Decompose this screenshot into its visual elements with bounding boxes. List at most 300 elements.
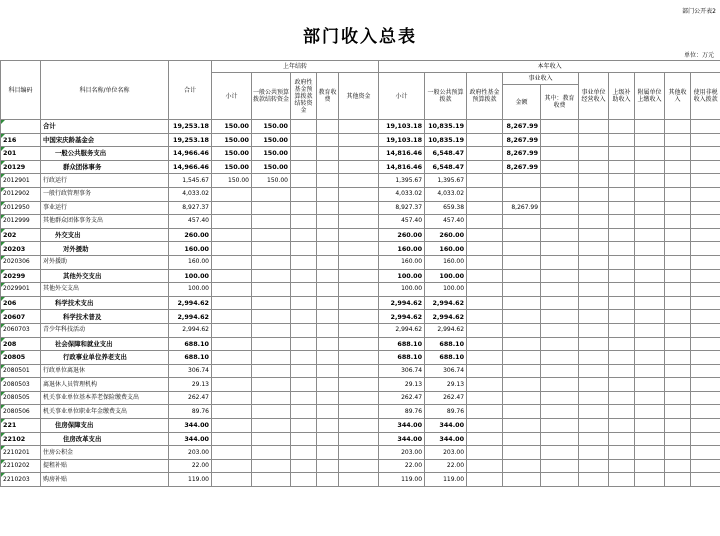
cell-c-car: [503, 405, 541, 419]
cell-empty: [317, 364, 339, 378]
cell-empty: [339, 391, 379, 405]
cell-empty: [541, 323, 579, 337]
cell-total: 688.10: [169, 337, 212, 351]
cell-empty: [339, 419, 379, 433]
cell-empty: [579, 133, 609, 147]
cell-empty: [317, 473, 339, 487]
page-title: 部门收入总表: [303, 27, 417, 47]
cell-p-gen: [252, 310, 291, 324]
cell-empty: [339, 310, 379, 324]
cell-empty: [317, 120, 339, 134]
cell-empty: [579, 269, 609, 283]
cell-c-sub: 2,994.62: [379, 323, 425, 337]
cell-empty: [467, 215, 503, 229]
cell-empty: [467, 255, 503, 269]
cell-name: 机关事业单位基本养老保险缴费支出: [41, 391, 169, 405]
cell-code: 2020306: [1, 255, 41, 269]
cell-empty: [317, 296, 339, 310]
cell-c-sub: 100.00: [379, 269, 425, 283]
cell-code: 2210201: [1, 446, 41, 460]
cell-empty: [609, 351, 635, 365]
header-prev-other: 其他资金: [339, 73, 379, 120]
cell-empty: [541, 242, 579, 256]
cell-empty: [339, 187, 379, 201]
cell-c-gen: 100.00: [425, 269, 467, 283]
header-code: 科目编码: [1, 61, 41, 120]
cell-name: 一般公共服务支出: [41, 147, 169, 161]
cell-empty: [635, 351, 665, 365]
cell-p-gen: [252, 473, 291, 487]
cell-code: 201: [1, 147, 41, 161]
cell-empty: [665, 242, 691, 256]
cell-name: 提租补贴: [41, 459, 169, 473]
cell-p-gen: [252, 459, 291, 473]
cell-empty: [291, 419, 317, 433]
cell-c-sub: 344.00: [379, 432, 425, 446]
cell-empty: [579, 160, 609, 174]
cell-total: 8,927.37: [169, 201, 212, 215]
income-table: [0, 60, 720, 487]
cell-empty: [467, 147, 503, 161]
cell-empty: [665, 269, 691, 283]
cell-empty: [635, 405, 665, 419]
table-row: [1, 405, 720, 419]
cell-empty: [291, 269, 317, 283]
cell-empty: [609, 432, 635, 446]
cell-empty: [691, 228, 720, 242]
cell-empty: [467, 269, 503, 283]
cell-empty: [317, 269, 339, 283]
cell-empty: [291, 228, 317, 242]
cell-p-gen: 150.00: [252, 133, 291, 147]
cell-name: 社会保障和就业支出: [41, 337, 169, 351]
cell-empty: [635, 432, 665, 446]
cell-total: 22.00: [169, 459, 212, 473]
cell-empty: [541, 174, 579, 188]
cell-empty: [691, 378, 720, 392]
cell-empty: [317, 228, 339, 242]
cell-empty: [317, 283, 339, 297]
header-prev-subtotal: 小计: [212, 73, 252, 120]
cell-empty: [291, 391, 317, 405]
cell-empty: [635, 120, 665, 134]
cell-empty: [541, 432, 579, 446]
cell-empty: [317, 187, 339, 201]
cell-empty: [635, 147, 665, 161]
cell-name: 离退休人员管理机构: [41, 378, 169, 392]
cell-p-gen: [252, 255, 291, 269]
cell-empty: [691, 432, 720, 446]
cell-empty: [579, 120, 609, 134]
cell-total: 14,966.46: [169, 160, 212, 174]
cell-c-gen: 262.47: [425, 391, 467, 405]
cell-empty: [579, 378, 609, 392]
cell-empty: [635, 323, 665, 337]
cell-c-gen: 260.00: [425, 228, 467, 242]
cell-empty: [541, 296, 579, 310]
cell-empty: [691, 419, 720, 433]
cell-c-sub: 688.10: [379, 337, 425, 351]
cell-empty: [665, 310, 691, 324]
cell-empty: [541, 283, 579, 297]
cell-name: 对外援助: [41, 255, 169, 269]
cell-name: 合计: [41, 120, 169, 134]
cell-empty: [291, 187, 317, 201]
cell-c-sub: 306.74: [379, 364, 425, 378]
cell-p-sub: [212, 228, 252, 242]
cell-empty: [691, 323, 720, 337]
cell-empty: [609, 201, 635, 215]
cell-empty: [635, 446, 665, 460]
cell-c-sub: 2,994.62: [379, 296, 425, 310]
cell-c-sub: 344.00: [379, 419, 425, 433]
header-cur-subsidy: 上级补助收入: [609, 73, 635, 120]
cell-c-sub: 203.00: [379, 446, 425, 460]
cell-empty: [541, 215, 579, 229]
cell-empty: [339, 364, 379, 378]
cell-empty: [691, 133, 720, 147]
cell-empty: [665, 459, 691, 473]
cell-total: 2,994.62: [169, 310, 212, 324]
cell-empty: [665, 228, 691, 242]
cell-empty: [691, 405, 720, 419]
cell-empty: [579, 215, 609, 229]
cell-empty: [579, 364, 609, 378]
cell-empty: [609, 419, 635, 433]
cell-name: 其他外交支出: [41, 283, 169, 297]
cell-empty: [317, 323, 339, 337]
table-row: [1, 201, 720, 215]
cell-c-gen: 160.00: [425, 242, 467, 256]
cell-c-gen: 6,548.47: [425, 160, 467, 174]
header-total: 合计: [169, 61, 212, 120]
cell-empty: [579, 391, 609, 405]
cell-code: [1, 120, 41, 134]
cell-empty: [635, 228, 665, 242]
cell-empty: [579, 228, 609, 242]
cell-name: 青少年科技活动: [41, 323, 169, 337]
cell-name: 其他外交支出: [41, 269, 169, 283]
cell-code: 216: [1, 133, 41, 147]
header-cur-career-amount: 金额: [503, 85, 541, 120]
cell-empty: [467, 310, 503, 324]
cell-code: 2210202: [1, 459, 41, 473]
cell-empty: [339, 296, 379, 310]
cell-name: 行政单位离退休: [41, 364, 169, 378]
cell-empty: [609, 187, 635, 201]
cell-total: 160.00: [169, 255, 212, 269]
cell-c-gen: 160.00: [425, 255, 467, 269]
header-prev-edu: 教育收费: [317, 73, 339, 120]
cell-p-sub: 150.00: [212, 160, 252, 174]
cell-c-car: [503, 446, 541, 460]
cell-empty: [467, 228, 503, 242]
cell-empty: [317, 160, 339, 174]
cell-empty: [339, 160, 379, 174]
cell-c-gen: 688.10: [425, 351, 467, 365]
cell-name: 住房改革支出: [41, 432, 169, 446]
cell-c-car: 8,267.99: [503, 160, 541, 174]
cell-empty: [635, 378, 665, 392]
table-row: [1, 269, 720, 283]
cell-empty: [579, 310, 609, 324]
cell-c-gen: 203.00: [425, 446, 467, 460]
cell-code: 2080503: [1, 378, 41, 392]
cell-empty: [291, 242, 317, 256]
cell-empty: [609, 228, 635, 242]
cell-name: 行政事业单位养老支出: [41, 351, 169, 365]
cell-empty: [635, 283, 665, 297]
cell-empty: [665, 283, 691, 297]
cell-empty: [291, 378, 317, 392]
cell-p-sub: [212, 323, 252, 337]
cell-code: 202: [1, 228, 41, 242]
cell-c-gen: 29.13: [425, 378, 467, 392]
table-row: [1, 391, 720, 405]
cell-empty: [339, 242, 379, 256]
cell-empty: [691, 351, 720, 365]
cell-code: 2012901: [1, 174, 41, 188]
cell-empty: [317, 201, 339, 215]
cell-empty: [291, 201, 317, 215]
cell-empty: [579, 405, 609, 419]
cell-empty: [467, 133, 503, 147]
cell-total: 262.47: [169, 391, 212, 405]
cell-empty: [635, 160, 665, 174]
cell-empty: [609, 283, 635, 297]
cell-c-gen: 344.00: [425, 432, 467, 446]
cell-empty: [541, 351, 579, 365]
cell-empty: [541, 187, 579, 201]
cell-empty: [609, 446, 635, 460]
cell-p-gen: [252, 215, 291, 229]
cell-code: 2012950: [1, 201, 41, 215]
table-row: [1, 160, 720, 174]
cell-c-gen: 100.00: [425, 283, 467, 297]
cell-c-sub: 119.00: [379, 473, 425, 487]
cell-total: 14,966.46: [169, 147, 212, 161]
unit-label: 单位：万元: [683, 52, 714, 59]
header-cur-affiliated: 附属单位上缴收入: [635, 73, 665, 120]
cell-empty: [579, 201, 609, 215]
table-row: [1, 133, 720, 147]
cell-empty: [609, 174, 635, 188]
cell-total: 89.76: [169, 405, 212, 419]
cell-p-sub: [212, 310, 252, 324]
cell-empty: [609, 364, 635, 378]
cell-empty: [467, 351, 503, 365]
header-cur-year: 本年收入: [379, 61, 720, 73]
cell-empty: [541, 133, 579, 147]
cell-empty: [339, 147, 379, 161]
cell-total: 100.00: [169, 283, 212, 297]
cell-c-gen: 10,835.19: [425, 133, 467, 147]
cell-p-gen: [252, 432, 291, 446]
table-row: [1, 147, 720, 161]
table-body: [1, 120, 720, 487]
cell-c-sub: 14,816.46: [379, 147, 425, 161]
cell-empty: [635, 337, 665, 351]
cell-empty: [579, 473, 609, 487]
cell-p-sub: 150.00: [212, 147, 252, 161]
cell-code: 2210203: [1, 473, 41, 487]
table-row: [1, 174, 720, 188]
cell-empty: [339, 337, 379, 351]
cell-p-gen: [252, 351, 291, 365]
cell-empty: [579, 242, 609, 256]
cell-empty: [291, 459, 317, 473]
cell-empty: [291, 283, 317, 297]
cell-empty: [467, 283, 503, 297]
cell-empty: [541, 147, 579, 161]
cell-empty: [467, 432, 503, 446]
cell-empty: [467, 391, 503, 405]
cell-empty: [541, 160, 579, 174]
cell-empty: [665, 378, 691, 392]
cell-empty: [339, 378, 379, 392]
cell-empty: [579, 187, 609, 201]
cell-empty: [339, 283, 379, 297]
cell-empty: [691, 296, 720, 310]
table-row: [1, 283, 720, 297]
cell-empty: [691, 215, 720, 229]
cell-empty: [317, 242, 339, 256]
cell-empty: [579, 323, 609, 337]
cell-c-car: 8,267.99: [503, 120, 541, 134]
cell-p-sub: [212, 242, 252, 256]
cell-empty: [691, 446, 720, 460]
cell-c-gen: 89.76: [425, 405, 467, 419]
cell-name: 一般行政管理事务: [41, 187, 169, 201]
cell-p-sub: [212, 459, 252, 473]
cell-total: 344.00: [169, 432, 212, 446]
cell-empty: [541, 337, 579, 351]
cell-empty: [579, 283, 609, 297]
cell-p-gen: [252, 201, 291, 215]
cell-empty: [609, 310, 635, 324]
cell-empty: [339, 120, 379, 134]
cell-empty: [291, 473, 317, 487]
cell-empty: [635, 364, 665, 378]
cell-p-sub: [212, 255, 252, 269]
cell-empty: [665, 120, 691, 134]
cell-c-sub: 160.00: [379, 242, 425, 256]
cell-empty: [665, 391, 691, 405]
cell-empty: [291, 133, 317, 147]
cell-c-gen: 2,994.62: [425, 323, 467, 337]
cell-empty: [691, 283, 720, 297]
cell-empty: [467, 378, 503, 392]
cell-total: 4,033.02: [169, 187, 212, 201]
cell-empty: [541, 364, 579, 378]
cell-empty: [609, 133, 635, 147]
cell-code: 2080505: [1, 391, 41, 405]
cell-c-sub: 457.40: [379, 215, 425, 229]
cell-empty: [291, 310, 317, 324]
cell-p-gen: [252, 378, 291, 392]
cell-empty: [635, 391, 665, 405]
cell-c-car: [503, 310, 541, 324]
header-cur-operating: 事业单位经营收入: [579, 73, 609, 120]
cell-empty: [665, 147, 691, 161]
cell-name: 行政运行: [41, 174, 169, 188]
cell-empty: [609, 405, 635, 419]
cell-empty: [579, 351, 609, 365]
cell-name: 对外援助: [41, 242, 169, 256]
cell-c-gen: 457.40: [425, 215, 467, 229]
cell-c-car: [503, 269, 541, 283]
cell-empty: [541, 269, 579, 283]
cell-p-sub: 150.00: [212, 120, 252, 134]
cell-empty: [609, 459, 635, 473]
cell-total: 203.00: [169, 446, 212, 460]
cell-p-sub: [212, 269, 252, 283]
header-cur-nontax: 使用非税收入拨款: [691, 73, 720, 120]
cell-empty: [691, 473, 720, 487]
cell-empty: [339, 269, 379, 283]
cell-empty: [317, 215, 339, 229]
cell-empty: [317, 419, 339, 433]
header-cur-fund: 政府性基金预算拨款: [467, 73, 503, 120]
cell-c-car: [503, 432, 541, 446]
cell-c-gen: 4,033.02: [425, 187, 467, 201]
cell-empty: [609, 160, 635, 174]
cell-empty: [541, 473, 579, 487]
cell-empty: [691, 120, 720, 134]
cell-empty: [665, 405, 691, 419]
cell-p-gen: [252, 228, 291, 242]
cell-p-gen: [252, 405, 291, 419]
cell-empty: [691, 459, 720, 473]
cell-empty: [541, 310, 579, 324]
table-row: [1, 215, 720, 229]
cell-p-sub: [212, 337, 252, 351]
cell-empty: [317, 174, 339, 188]
cell-empty: [691, 269, 720, 283]
cell-empty: [291, 147, 317, 161]
cell-c-sub: 19,103.18: [379, 133, 425, 147]
cell-empty: [665, 133, 691, 147]
cell-empty: [579, 296, 609, 310]
cell-empty: [317, 255, 339, 269]
cell-name: 事业运行: [41, 201, 169, 215]
cell-name: 科学技术支出: [41, 296, 169, 310]
cell-c-sub: 262.47: [379, 391, 425, 405]
header-cur-other: 其他收入: [665, 73, 691, 120]
cell-empty: [339, 432, 379, 446]
cell-empty: [291, 255, 317, 269]
cell-empty: [635, 133, 665, 147]
cell-empty: [291, 160, 317, 174]
cell-empty: [609, 296, 635, 310]
cell-empty: [665, 255, 691, 269]
header-name: 科目名称/单位名称: [41, 61, 169, 120]
cell-empty: [635, 269, 665, 283]
cell-p-sub: [212, 391, 252, 405]
cell-c-gen: 22.00: [425, 459, 467, 473]
cell-c-gen: 10,835.19: [425, 120, 467, 134]
cell-empty: [691, 160, 720, 174]
cell-p-sub: 150.00: [212, 133, 252, 147]
table-row: [1, 419, 720, 433]
cell-empty: [317, 337, 339, 351]
cell-empty: [467, 120, 503, 134]
cell-total: 2,994.62: [169, 296, 212, 310]
cell-c-sub: 8,927.37: [379, 201, 425, 215]
table-row: [1, 364, 720, 378]
cell-empty: [691, 174, 720, 188]
cell-empty: [467, 242, 503, 256]
